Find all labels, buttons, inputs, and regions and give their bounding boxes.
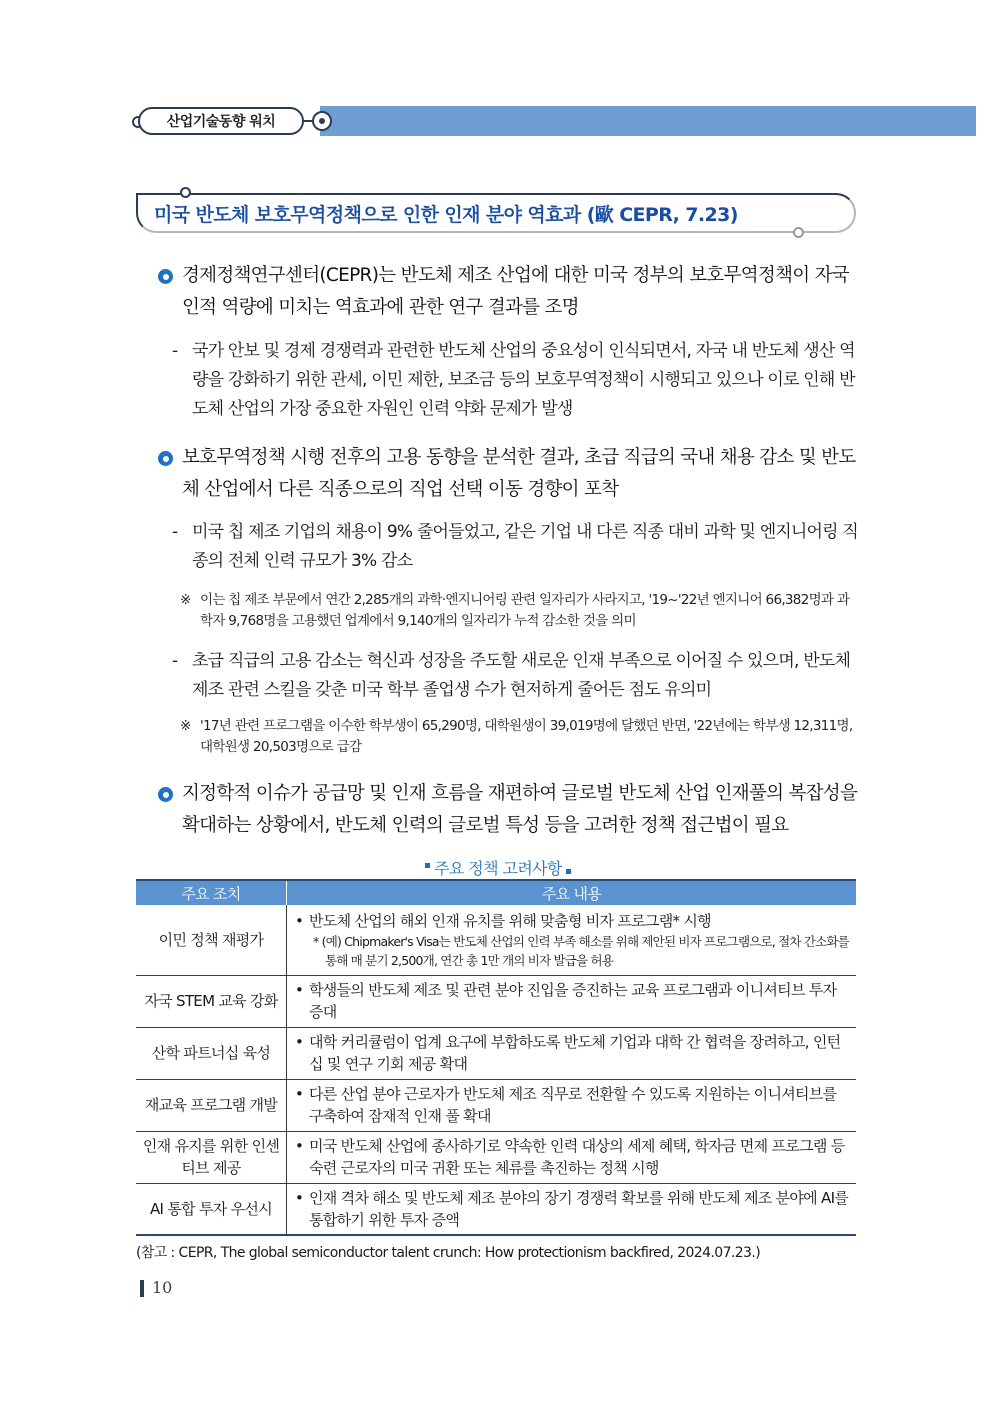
header-label-text: 산업기술동향 워치 <box>166 114 276 130</box>
dash-mark: - <box>172 341 178 361</box>
table-cell-measure: 산학 파트너십 육성 <box>136 1027 287 1079</box>
table-row <box>136 1027 856 1079</box>
header-node-icon <box>312 111 332 131</box>
bullet-item <box>158 442 858 506</box>
title-dot-icon <box>180 187 191 198</box>
bullet-circle-icon <box>158 787 173 802</box>
bullet-item <box>158 778 858 842</box>
bullet-text: 보호무역정책 시행 전후의 고용 동향을 분석한 결과, 초급 직급의 국내 채용 감소 및 반도체 산업에서 다른 직종으로의 직업 선택 이동 경향이 포착 <box>182 447 856 500</box>
table-cell-content <box>287 975 857 1027</box>
note-text: '17년 관련 프로그램을 이수한 학부생이 65,290명, 대학원생이 39,019명에 달했던 반면, '22년에는 학부생 12,311명, 대학원생 20,503명으로 급감 <box>200 718 853 755</box>
cell-content-text: • 다른 산업 분야 근로자가 반도체 제조 직무로 전환할 수 있도록 지원하는 이니셔티브를 구축하여 잠재적 인재 풀 확대 <box>295 1083 852 1127</box>
table-row <box>136 905 856 975</box>
sub-text: 초급 직급의 고용 감소는 혁신과 성장을 주도할 새로운 인재 부족으로 이어질 수 있으며, 반도체 제조 관련 스킬을 갖춘 미국 학부 졸업생 수가 현저하게 줄어든 점도 유의미 <box>192 651 851 700</box>
title-dot-icon <box>793 227 804 238</box>
policy-table <box>136 879 856 1236</box>
cell-content-text: • 미국 반도체 산업에 종사하기로 약속한 인력 대상의 세제 혜택, 학자금 면제 프로그램 등 숙련 근로자의 미국 귀환 또는 체류를 촉진하는 정책 시행 <box>295 1135 852 1179</box>
dash-mark: - <box>172 522 178 542</box>
header-label <box>138 107 304 135</box>
note-item <box>180 590 860 632</box>
cell-note-text: * (예) Chipmaker's Visa는 반도체 산업의 인력 부족 해소를 위해 제안된 비자 프로그램으로, 절차 간소화를 통해 매 분기 2,500개, 연간 총 1만 개의 비자 발급을 허용 <box>313 933 849 968</box>
dash-mark: - <box>172 651 178 671</box>
table-header: 주요 조치 <box>136 880 287 905</box>
table-cell-content <box>287 1131 857 1183</box>
cell-content-text: • 인재 격차 해소 및 반도체 제조 분야의 장기 경쟁력 확보를 위해 반도체 제조 분야에 AI를 통합하기 위한 투자 증액 <box>295 1187 852 1231</box>
table-cell-content <box>287 1183 857 1235</box>
bullet-circle-icon <box>158 451 173 466</box>
page-number-bar <box>140 1280 144 1297</box>
note-text: 이는 칩 제조 부문에서 연간 2,285개의 과학·엔지니어링 관련 일자리가 사라지고, '19~'22년 엔지니어 66,382명과 과학자 9,768명을 고용했던 업계에서 9,140개의 일자리가 누적 감소한 것을 의미 <box>200 592 850 629</box>
sub-item <box>172 337 860 424</box>
bullet-item <box>158 260 858 324</box>
section-title-text: 미국 반도체 보호무역정책으로 인한 인재 분야 역효과 (歐 CEPR, 7.23) <box>154 203 738 226</box>
sub-item <box>172 518 860 576</box>
table-row <box>136 1079 856 1131</box>
section-title <box>136 193 856 233</box>
table-title-text: 주요 정책 고려사항 <box>434 859 562 878</box>
cell-content-text: • 대학 커리큘럼이 업계 요구에 부합하도록 반도체 기업과 대학 간 협력을 장려하고, 인턴십 및 연구 기회 제공 확대 <box>295 1031 852 1075</box>
note-mark: ※ <box>180 718 191 734</box>
table-cell-measure: 자국 STEM 교육 강화 <box>136 975 287 1027</box>
table-cell-measure: 인재 유지를 위한 인센티브 제공 <box>136 1131 287 1183</box>
sub-text: 국가 안보 및 경제 경쟁력과 관련한 반도체 산업의 중요성이 인식되면서, 자국 내 반도체 생산 역량을 강화하기 위한 관세, 이민 제한, 보조금 등의 보호무역정책이 시행되고 있으나 이로 인해 반도체 산업의 가장 중요한 자원인 인력 약화 문제가 발생 <box>192 341 855 419</box>
bullet-text: 경제정책연구센터(CEPR)는 반도체 제조 산업에 대한 미국 정부의 보호무역정책이 자국 인적 역량에 미치는 역효과에 관한 연구 결과를 조명 <box>182 265 849 318</box>
table-header-row <box>136 880 856 905</box>
table-cell-content <box>287 1079 857 1131</box>
cell-content-text: • 학생들의 반도체 제조 및 관련 분야 진입을 증진하는 교육 프로그램과 이니셔티브 투자 증대 <box>295 979 852 1023</box>
note-mark: ※ <box>180 592 191 608</box>
square-icon <box>566 869 571 874</box>
table-cell-measure: AI 통합 투자 우선시 <box>136 1183 287 1235</box>
table-cell-measure: 재교육 프로그램 개발 <box>136 1079 287 1131</box>
header-bar <box>320 106 976 136</box>
bullet-text: 지정학적 이슈가 공급망 및 인재 흐름을 재편하여 글로벌 반도체 산업 인재풀의 복잡성을 확대하는 상황에서, 반도체 인력의 글로벌 특성 등을 고려한 정책 접근법이 필요 <box>182 783 858 836</box>
table-cell-content <box>287 905 857 975</box>
source-citation: (참고 : CEPR, The global semiconductor talent crunch: How protectionism backfired, 2024.07.23.) <box>136 1245 761 1261</box>
sub-text: 미국 칩 제조 기업의 채용이 9% 줄어들었고, 같은 기업 내 다른 직종 대비 과학 및 엔지니어링 직종의 전체 인력 규모가 3% 감소 <box>192 522 859 571</box>
table-row <box>136 1183 856 1235</box>
bullet-circle-icon <box>158 269 173 284</box>
table-row <box>136 1131 856 1183</box>
table-title <box>136 856 856 879</box>
square-icon <box>425 863 430 868</box>
page-number: 10 <box>152 1278 173 1297</box>
table-header: 주요 내용 <box>287 880 857 905</box>
cell-content-text: • 반도체 산업의 해외 인재 유치를 위해 맞춤형 비자 프로그램* 시행 <box>295 910 852 932</box>
note-item <box>180 716 860 758</box>
table-cell-content <box>287 1027 857 1079</box>
table-row <box>136 975 856 1027</box>
table-cell-measure: 이민 정책 재평가 <box>136 905 287 975</box>
sub-item <box>172 647 860 705</box>
